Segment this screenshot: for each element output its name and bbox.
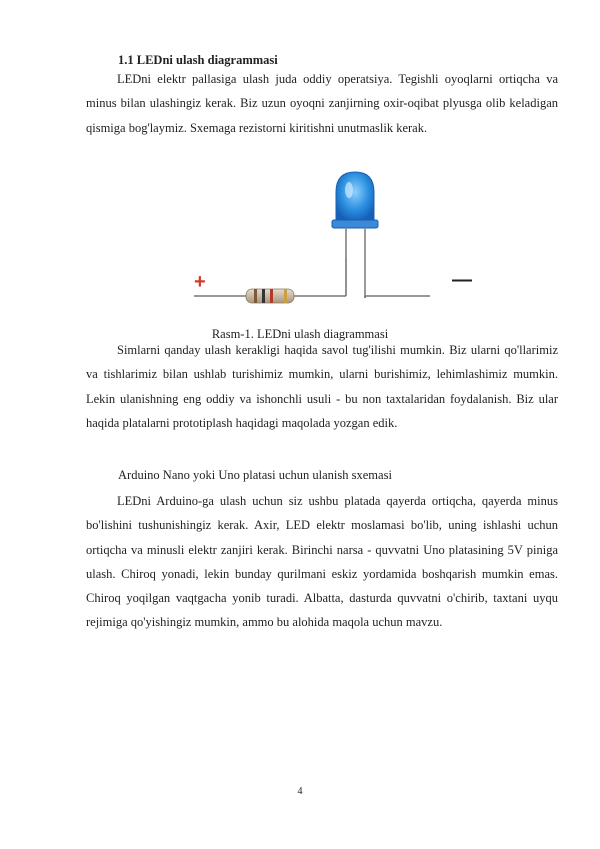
paragraph-intro: LEDni elektr pallasiga ulash juda oddiy operatsiya. Tegishli oyoqlarni ortiqcha va minus bilan ulashingiz kerak. Biz uzun oyoqni zanjirning oxir-oqibat plyusga olib keladigan qismiga bog'laymiz. Sxemaga rezistorni kiritishni unutmaslik kerak.: [86, 72, 558, 135]
minus-sign: —: [452, 269, 472, 291]
resistor-icon: [246, 289, 294, 303]
paragraph-arduino: LEDni Arduino-ga ulash uchun siz ushbu platada qayerda ortiqcha, qayerda minus bo'lishini tushunishingiz kerak. Axir, LED elektr moslamasi bo'lib, uning ishlashi uchun ortiqcha va minusli elektr zanjiri kerak. Birinchi narsa - quvvatni Uno platasining 5V piniga ulash. Chiroq yonadi, lekin bunday qurilmani eskiz yordamida boshqarish mumkin emas. Chiroq yoqilgan vaqtgacha yonib turadi. Albatta, dasturda quvvatni o'chirib, taxtani uyqu rejimiga qo'yishingiz mumkin, ammo bu alohida maqola uchun mavzu.: [86, 494, 558, 630]
subheading: Arduino Nano yoki Uno platasi uchun ulanish sxemasi: [118, 468, 392, 482]
circuit-wires: [194, 258, 430, 298]
page-number: 4: [297, 786, 303, 797]
plus-sign: +: [194, 271, 206, 293]
figure-caption: Rasm-1. LEDni ulash diagrammasi: [211, 327, 389, 341]
section-heading: 1.1 LEDni ulash diagrammasi: [118, 53, 278, 67]
led-icon: [332, 172, 378, 298]
led-circuit-diagram: [0, 0, 600, 330]
paragraph-wiring: Simlarni qanday ulash kerakligi haqida savol tug'ilishi mumkin. Biz ularni qo'llarimiz va tishlarimiz bilan ushlab turishimiz mumkin, ularni burishimiz, lehimlashimiz mumkin. Lekin ulanishning eng oddiy va ishonchli usuli - bu non taxtalaridan foydalanish. Biz ular haqida platalarni prototiplash haqidagi maqolada yozgan edik.: [86, 343, 558, 430]
